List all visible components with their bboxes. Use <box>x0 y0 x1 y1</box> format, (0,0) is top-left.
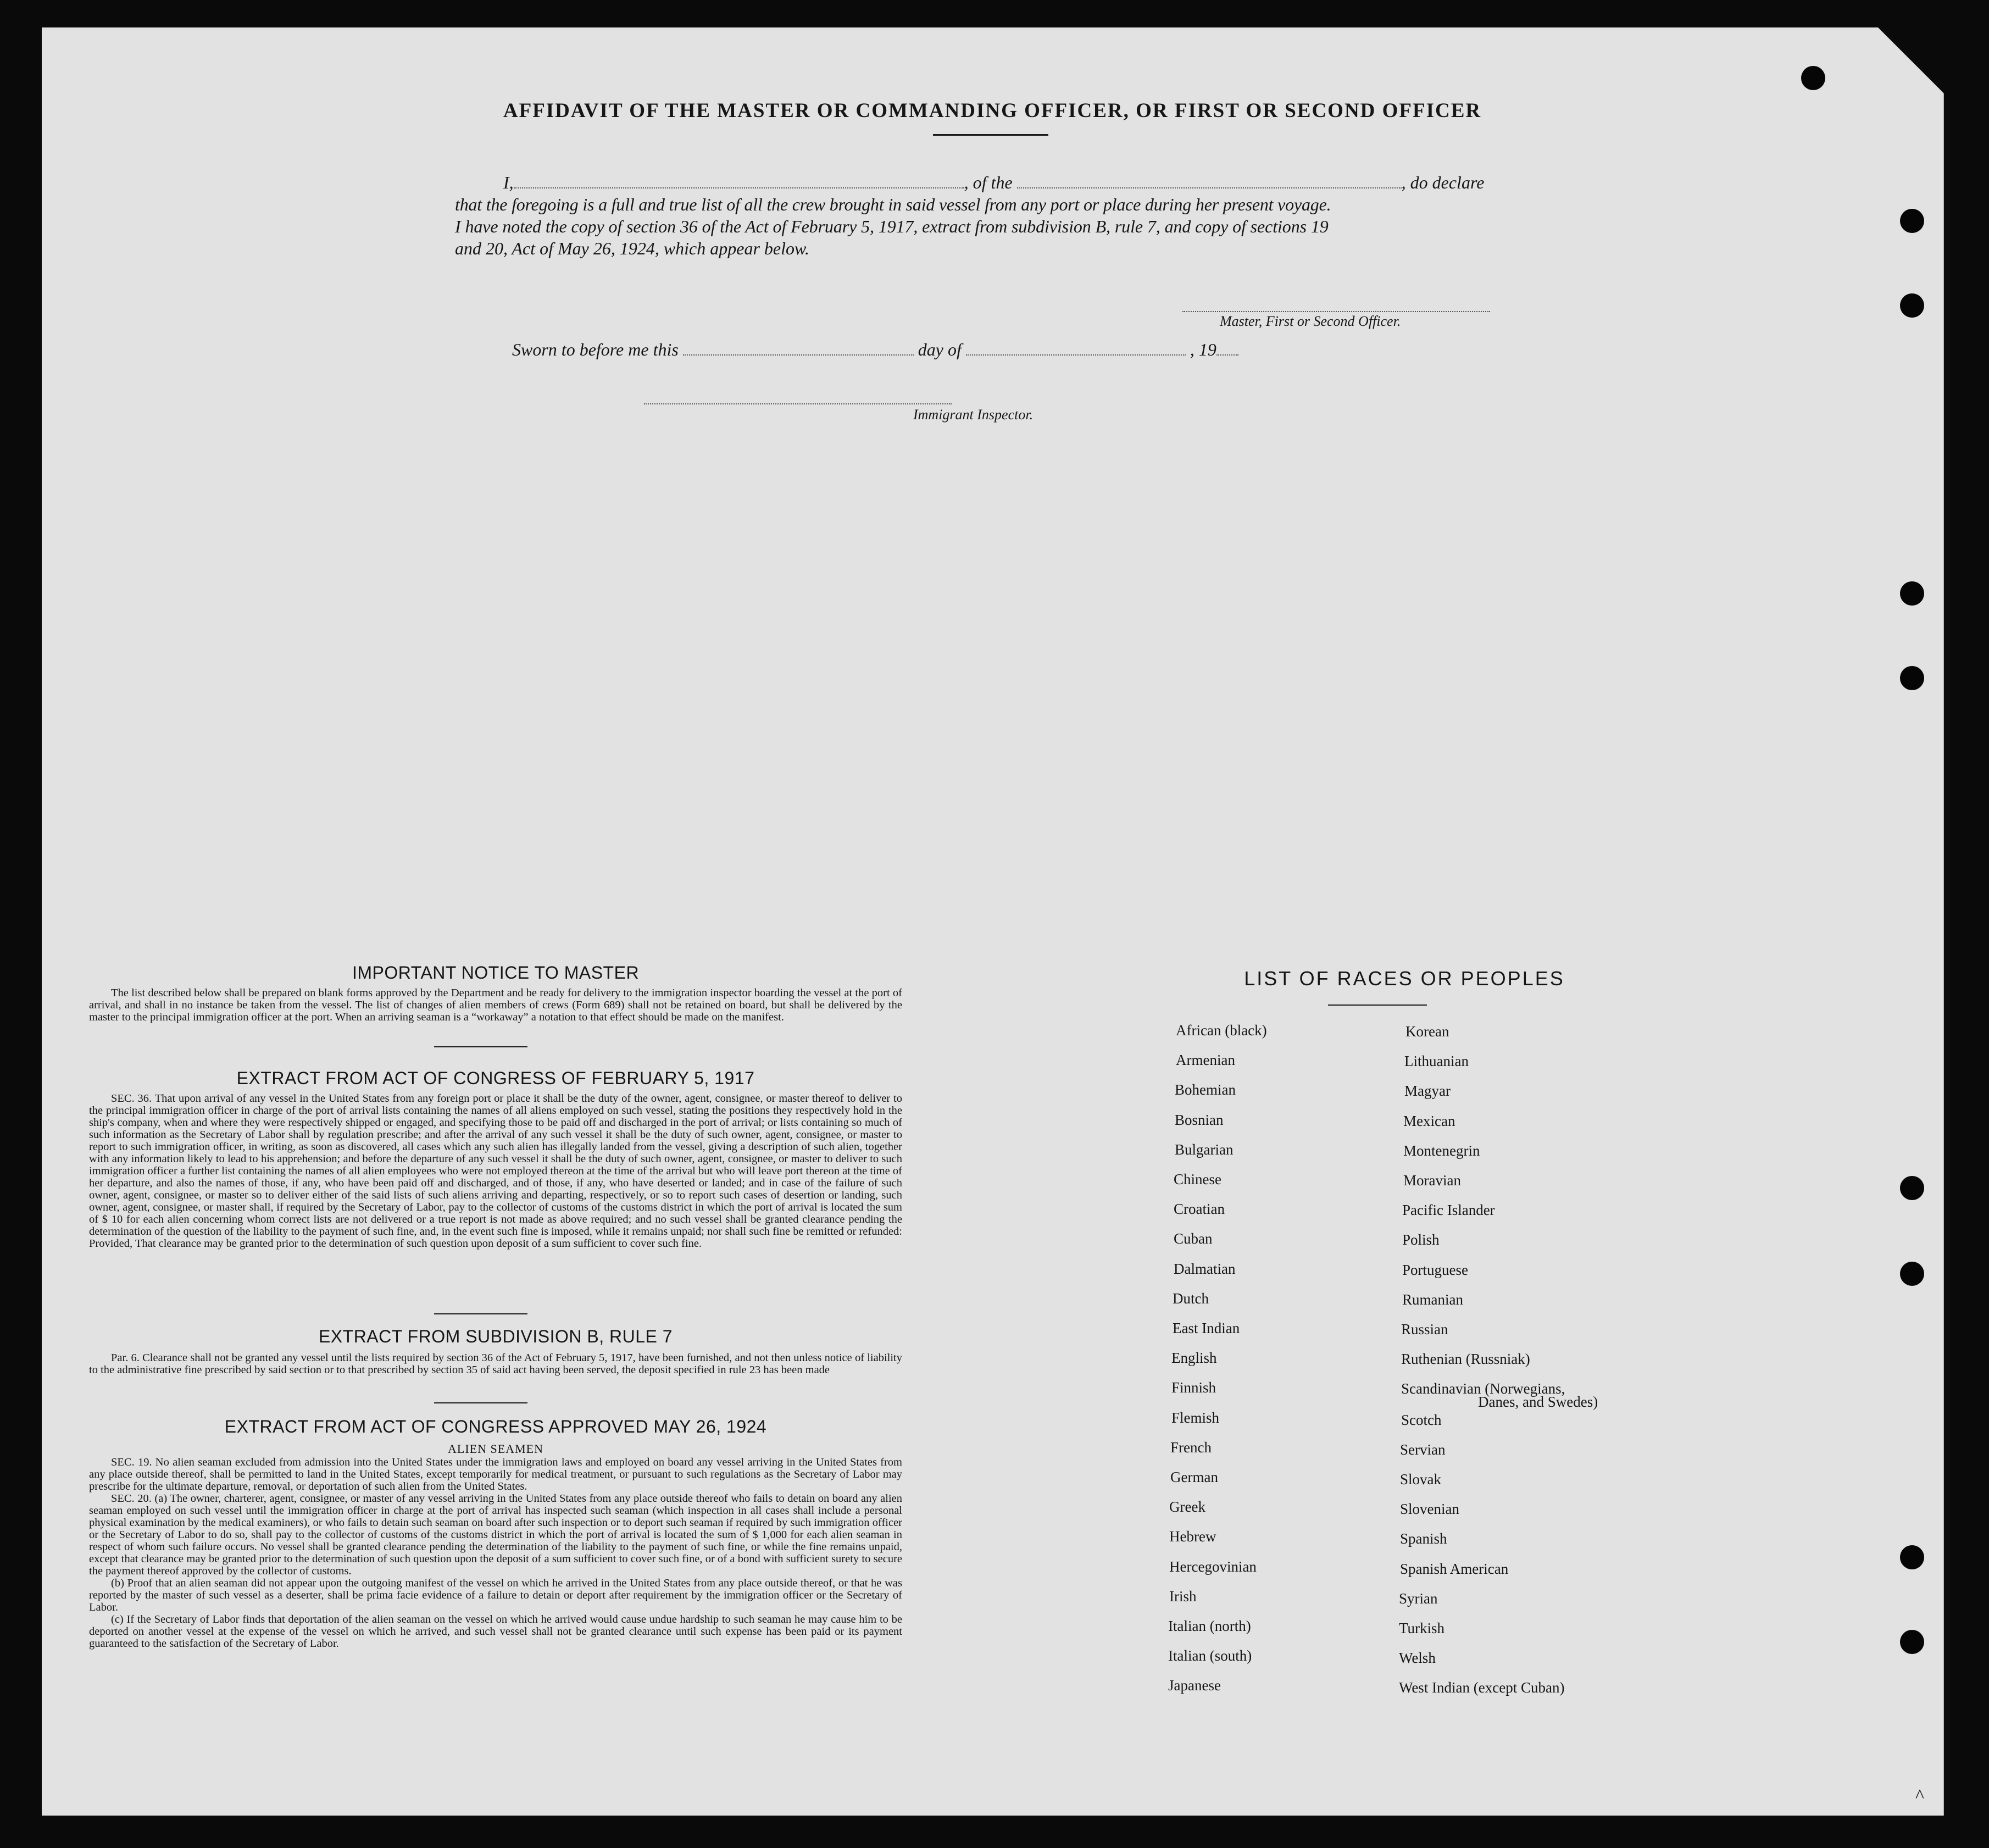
sworn-line <box>512 338 1238 360</box>
title-divider <box>933 134 1048 136</box>
binder-hole-icon <box>1900 666 1924 690</box>
affidavit-title: AFFIDAVIT OF THE MASTER OR COMMANDING OFFICER, OR FIRST OR SECOND OFFICER <box>503 99 1482 122</box>
race-item: Montenegrin <box>1403 1142 1480 1159</box>
race-item: Armenian <box>1176 1052 1235 1069</box>
i-label: I, <box>503 173 514 192</box>
race-item: Dutch <box>1173 1290 1209 1307</box>
sworn-label: Sworn to before me this <box>512 340 679 359</box>
inspector-signature-field[interactable] <box>644 389 952 404</box>
race-item: Bosnian <box>1175 1111 1224 1128</box>
page-mark: ^ <box>1915 1786 1924 1806</box>
race-item: Rumanian <box>1402 1291 1463 1308</box>
race-item: Mexican <box>1403 1112 1455 1129</box>
vessel-name-field[interactable] <box>1017 173 1402 188</box>
form-page <box>42 27 1944 1816</box>
sec-20a-text: SEC. 20. (a) The owner, charterer, agent, consignee, or master of any vessel arriving in the United States from any place outside thereof who fails to detain on board any alien seaman employed on such vessel until the immigration officer in charge at the port of arrival has inspected such seaman (which inspection in all cases shall include a personal physical examination by the medical examiners), or who fails to detain such seaman on board after such inspection or to deport such seaman if required by such immigration officer or the Secretary of Labor to do so, shall pay to the collector of customs of the customs district in which the port of arrival is located the sum of $ 1,000 for each alien seaman in respect of whom such failure occurs. No vessel shall be granted clearance pending the determination of the liability to the payment of such fine, or while the fine remains unpaid, except that clearance may be granted prior to the determination of such question upon the deposit of a sum sufficient to cover such fine, or of a bond with sufficient surety to secure the payment thereof approved by the collector of customs. <box>89 1492 902 1577</box>
race-item: Scandinavian (Norwegians, <box>1401 1380 1565 1397</box>
race-item: Scotch <box>1401 1411 1442 1428</box>
race-item: West Indian (except Cuban) <box>1399 1679 1565 1696</box>
binder-hole-icon <box>1900 1630 1924 1654</box>
do-declare-label: , do declare <box>1401 173 1485 192</box>
master-signature-label: Master, First or Second Officer. <box>1220 313 1401 329</box>
race-item: Finnish <box>1171 1379 1216 1396</box>
race-item: Ruthenian (Russniak) <box>1401 1351 1530 1368</box>
binder-hole-icon <box>1900 1176 1924 1200</box>
race-item: German <box>1170 1469 1218 1485</box>
extract-1924-heading: EXTRACT FROM ACT OF CONGRESS APPROVED MAY 26, 1924 <box>224 1417 767 1436</box>
race-item: Hebrew <box>1169 1528 1216 1545</box>
binder-hole-icon <box>1900 1545 1924 1569</box>
binder-hole-icon <box>1900 581 1924 606</box>
notice-text: The list described below shall be prepared on blank forms approved by the Department and be ready for delivery to the immigration inspector boarding the vessel at the port of arrival, and shall in no instance be taken from the vessel. The list of changes of alien members of crews (Form 689) shall not be retained on board, but shall be delivered by the master to the principal immigration officer at the port. When an arriving seaman is a “workaway” a notation to that effect should be made on the manifest. <box>89 987 902 1023</box>
race-item: Flemish <box>1171 1409 1220 1426</box>
race-item: Italian (north) <box>1168 1618 1251 1634</box>
race-item: East Indian <box>1173 1320 1240 1336</box>
affidavit-text-line1: that the foregoing is a full and true list of all the crew brought in said vessel from any port or place during her present voyage. <box>455 195 1331 214</box>
race-item: Bulgarian <box>1175 1141 1234 1158</box>
race-item: Slovak <box>1400 1471 1442 1488</box>
race-item: Italian (south) <box>1168 1647 1252 1664</box>
race-item: Croatian <box>1174 1201 1225 1218</box>
race-item: Servian <box>1400 1441 1446 1458</box>
race-item: Russian <box>1401 1321 1448 1338</box>
binder-hole-icon <box>1900 1262 1924 1286</box>
race-item: Syrian <box>1399 1590 1438 1607</box>
race-item: Bohemian <box>1175 1081 1236 1098</box>
race-item: English <box>1171 1350 1217 1367</box>
race-item: Magyar <box>1404 1083 1451 1100</box>
alien-seamen-subheading: ALIEN SEAMEN <box>448 1442 543 1456</box>
race-item: Hercegovinian <box>1169 1558 1257 1575</box>
race-item: African (black) <box>1176 1022 1267 1039</box>
sec-36-text: SEC. 36. That upon arrival of any vessel in the United States from any foreign port or place it shall be the duty of the owner, agent, consignee, or master thereof to deliver to the principal immigration officer in charge of the port of arrival lists containing the names of all aliens employed on such vessel, stating the positions they respectively hold in the ship's company, when and where they were respectively shipped or engaged, and specifying those to be paid off and discharged in the port of arrival; or lists containing so much of such information as the Secretary of Labor shall by regulation prescribe; and after the arrival of any such vessel it shall be the duty of such owner, agent, consignee, or master to report to such immigration officer, in writing, as soon as discovered, all cases which any such alien has illegally landed from the vessel, giving a description of such alien, together with any information likely to lead to his apprehension; and before the departure of any such vessel it shall be the duty of such owner, agent, consignee, or master to deliver to such immigration officer a further list containing the names of all alien employees who were not employed thereon at the time of the arrival but who will leave port thereon at the time of her departure, and also the names of those, if any, who have been paid off and discharged, and of those, if any, who have deserted or landed; and in case of the failure of such owner, agent, consignee, or master so to deliver either of the said lists of such aliens arriving and departing, respectively, or so to report such cases of desertion or landing, such owner, agent, consignee, or master shall, if required by the Secretary of Labor, pay to the collector of customs of the customs district in which the port of arrival is located the sum of $ 10 for each alien concerning whom correct lists are not delivered or a true report is not made as above required; and no such vessel shall be granted clearance pending the determination of the question of the liability to the payment of such fine, and, in the event such fine is imposed, while it remains unpaid; nor shall such fine be remitted or refunded: Provided, That clearance may be granted prior to the determination of such question upon deposit of a sum sufficient to cover such fine. <box>89 1092 902 1250</box>
master-signature-field[interactable] <box>1182 297 1490 312</box>
race-item: Chinese <box>1174 1171 1221 1187</box>
binder-hole-icon <box>1900 293 1924 318</box>
notice-body <box>89 987 902 1023</box>
races-title: LIST OF RACES OR PEOPLES <box>1244 967 1565 990</box>
race-item: Japanese <box>1168 1677 1221 1694</box>
race-item: Moravian <box>1403 1172 1461 1189</box>
sec-20b-text: (b) Proof that an alien seaman did not appear upon the outgoing manifest of the vessel on which he arrived in the United States from any place outside thereof, or that he was reported by the master of such vessel as a deserter, shall be prima facie evidence of a failure to detain or deport after requirement by the immigration officer or the Secretary of Labor. <box>89 1577 902 1613</box>
races-divider <box>1328 1005 1427 1006</box>
binder-hole-icon <box>1900 209 1924 233</box>
section-divider <box>434 1046 527 1047</box>
race-item: Welsh <box>1399 1650 1436 1667</box>
race-item: Spanish <box>1400 1530 1447 1547</box>
race-item: Irish <box>1169 1588 1197 1605</box>
section-divider <box>434 1402 527 1403</box>
section-divider <box>434 1313 527 1314</box>
extract-1917-heading: EXTRACT FROM ACT OF CONGRESS OF FEBRUARY 5, 1917 <box>236 1068 755 1088</box>
page-corner <box>1878 27 1944 93</box>
race-item: Polish <box>1402 1231 1440 1248</box>
extract-1917-body <box>89 1092 902 1250</box>
sworn-year-field[interactable] <box>1216 340 1238 356</box>
sworn-day-field[interactable] <box>683 340 914 356</box>
binder-hole-icon <box>1801 66 1825 90</box>
race-item: Portuguese <box>1402 1261 1468 1278</box>
race-item: Spanish American <box>1400 1560 1509 1577</box>
race-item: Korean <box>1405 1023 1449 1040</box>
year-label: , 19 <box>1190 340 1216 359</box>
affidavit-declaration-line <box>503 171 1571 193</box>
day-of-label: day of <box>918 340 962 359</box>
race-scandinavian-cont: Danes, and Swedes) <box>1478 1394 1598 1410</box>
of-the-label: , of the <box>964 173 1013 192</box>
notice-heading: IMPORTANT NOTICE TO MASTER <box>352 963 640 983</box>
extract-1924-body <box>89 1456 902 1650</box>
subdivision-heading: EXTRACT FROM SUBDIVISION B, RULE 7 <box>318 1327 673 1346</box>
sworn-month-field[interactable] <box>966 340 1186 356</box>
race-item: Slovenian <box>1400 1501 1459 1518</box>
race-item: Dalmatian <box>1174 1260 1236 1277</box>
race-item: Cuban <box>1174 1230 1213 1247</box>
affidavit-text-line2: I have noted the copy of section 36 of the Act of February 5, 1917, extract from subdivision B, rule 7, and copy of sections 19 <box>455 217 1329 236</box>
inspector-signature-label: Immigrant Inspector. <box>913 407 1034 423</box>
affidavit-text-line3: and 20, Act of May 26, 1924, which appear below. <box>455 238 809 258</box>
sec-19-text: SEC. 19. No alien seaman excluded from admission into the United States under the immigration laws and employed on board any vessel arriving in the United States from any place outside thereof, shall be permitted to land in the United States, except temporarily for medical treatment, or pursuant to such regulations as the Secretary of Labor may prescribe for the ultimate departure, removal, or deportation of such alien from the United States. <box>89 1456 902 1492</box>
declarant-name-field[interactable] <box>514 173 964 188</box>
sec-20c-text: (c) If the Secretary of Labor finds that deportation of the alien seaman on the vessel on which he arrived would cause undue hardship to such seaman he may cause him to be deported on another vessel at the expense of the vessel on which he arrived, and such vessel shall not be granted clearance until such expense has been paid or its payment guaranteed to the satisfaction of the Secretary of Labor. <box>89 1613 902 1650</box>
race-item: Greek <box>1169 1499 1205 1516</box>
race-item: French <box>1170 1439 1212 1456</box>
par-6-text: Par. 6. Clearance shall not be granted any vessel until the lists required by section 36 of the Act of February 5, 1917, have been furnished, and not then unless notice of liability to the administrative fine prescribed by said section or to that prescribed by section 35 of said act having been served, the deposit specified in rule 23 has been made <box>89 1352 902 1376</box>
race-item: Pacific Islander <box>1402 1202 1495 1219</box>
race-item: Lithuanian <box>1404 1053 1469 1070</box>
subdivision-body <box>89 1352 902 1376</box>
race-item: Turkish <box>1399 1620 1445 1636</box>
